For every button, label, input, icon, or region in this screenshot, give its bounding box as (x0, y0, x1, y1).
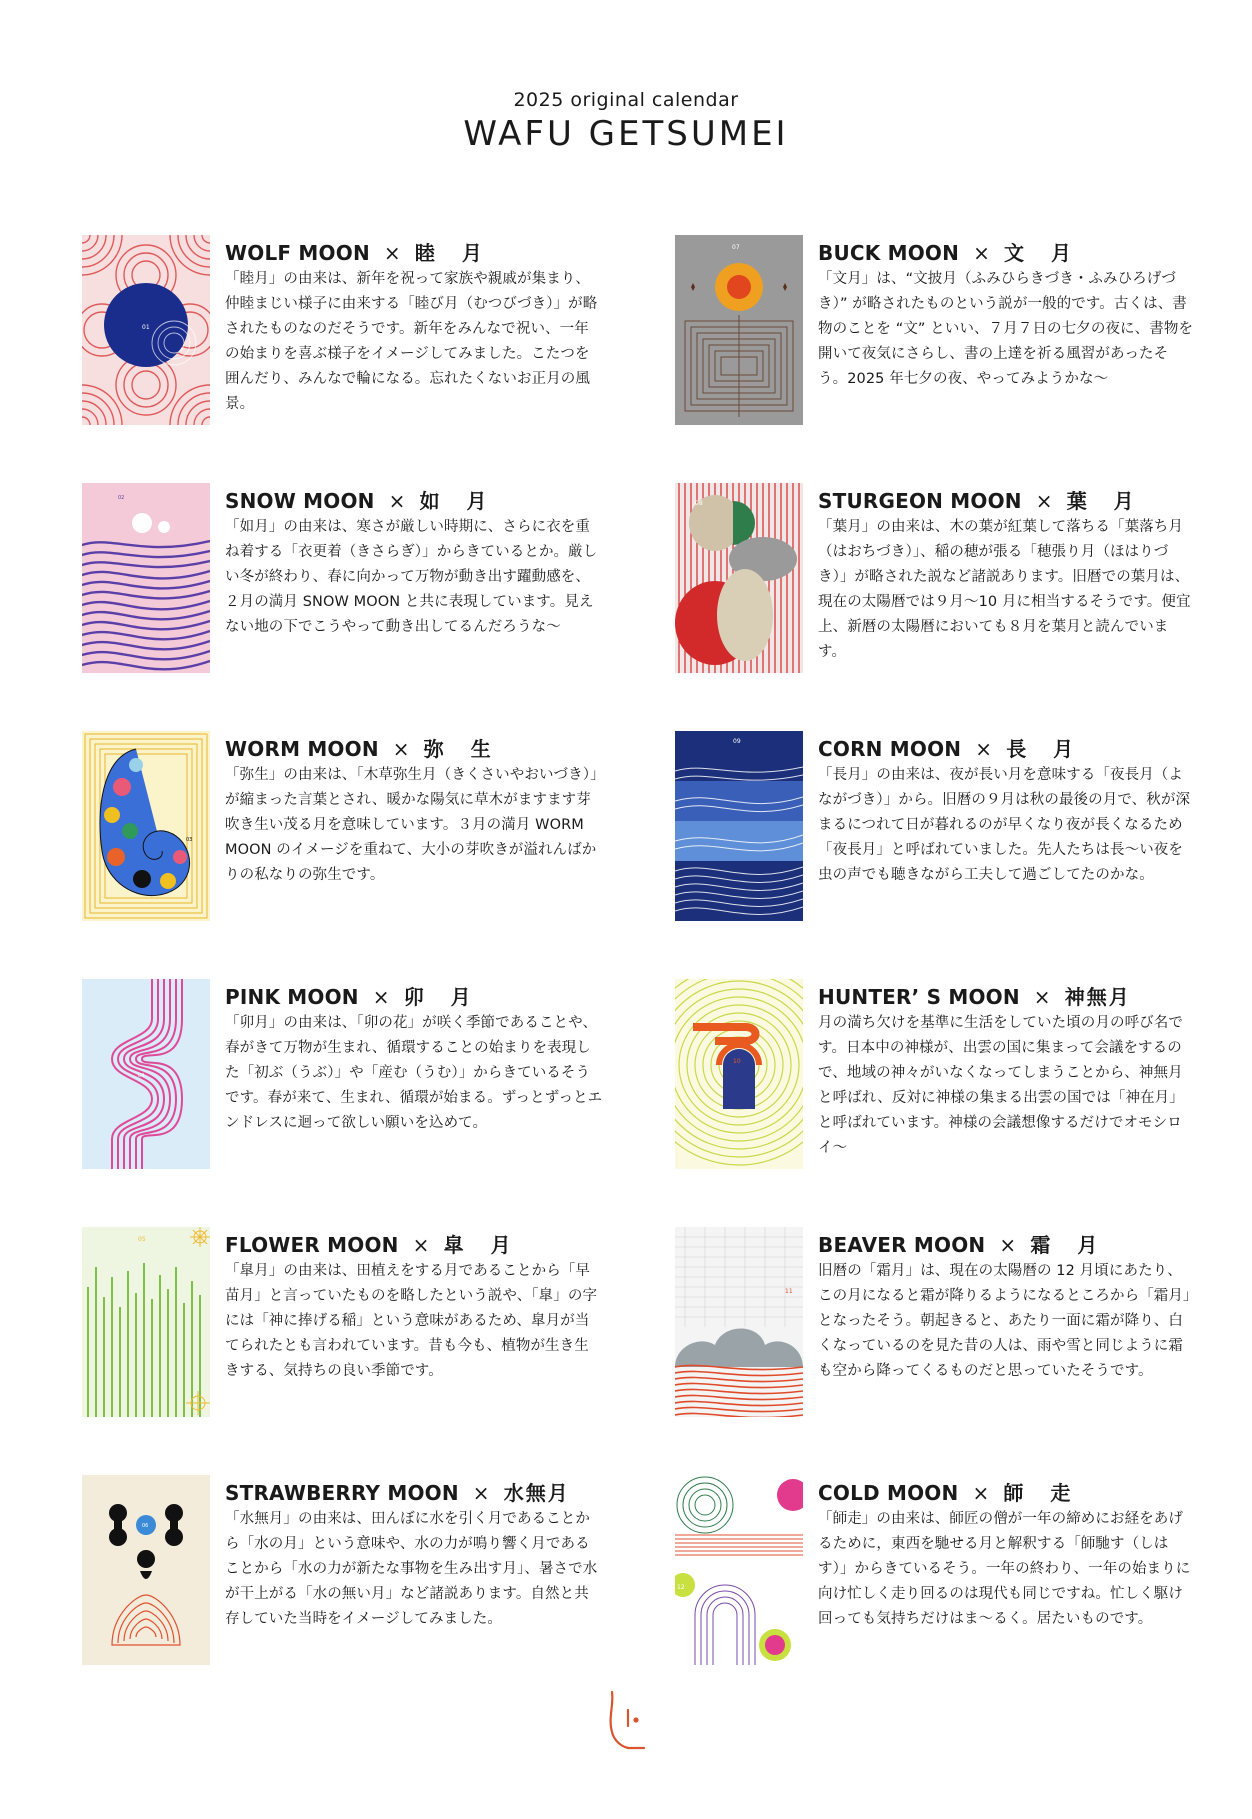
month-description: 「長月」の由来は、夜が長い月を意味する「夜長月（よながづき）」から。旧暦の９月は秋の最後の月で、秋が深まるにつれて日が暮れるのが早くなり夜が長くなるため「夜長月」と呼ばれていました。先人たちは長〜い夜を虫の声でも聴きながら工夫して過ごしてたのかな。 (818, 767, 1191, 883)
cross-sign: × (975, 737, 993, 761)
moon-name-en: FLOWER MOON (225, 1233, 399, 1257)
month-entry-cold-moon (675, 1475, 1195, 1675)
corn-moon-artwork (675, 731, 803, 921)
month-heading (818, 1477, 1080, 1506)
flower-moon-artwork (82, 1227, 210, 1417)
month-entry-snow-moon (82, 483, 602, 683)
month-entry-sturgeon-moon (675, 483, 1195, 683)
moon-name-en: WOLF MOON (225, 241, 370, 265)
sturgeon-moon-artwork (675, 483, 803, 673)
calendar-thumbnail (675, 979, 803, 1169)
brand-logo (598, 1688, 654, 1754)
cross-sign: × (472, 1481, 490, 1505)
snow-circle-small (158, 521, 170, 533)
month-heading (818, 733, 1083, 762)
dot-yellow-2 (160, 873, 176, 889)
month-heading (225, 733, 501, 762)
artwork-background (82, 1475, 210, 1665)
page-title: WAFU GETSUMEI (463, 114, 789, 154)
thumb-month-number: 01 (142, 324, 150, 331)
thumb-month-number: 06 (142, 1523, 149, 1529)
thumb-month-number: 10 (733, 1058, 741, 1065)
thumb-month-number: 12 (677, 1584, 685, 1591)
moon-name-en: PINK MOON (225, 985, 359, 1009)
month-description: 「睦月」の由来は、新年を祝って家族や親戚が集まり、仲睦まじい様子に由来する「睦び月（むつびづき）」が略されたものなのだそうです。新年をみんなで祝い、一年の始まりを喜ぶ様子をイメージしてみました。こたつを囲んだり、みんなで輪になる。忘れたくないお正月の風景。 (225, 271, 598, 412)
calendar-thumbnail (675, 483, 803, 673)
dot-orange (107, 848, 125, 866)
dot-green (122, 823, 138, 839)
month-entry-pink-moon (82, 979, 602, 1179)
month-description: 「如月」の由来は、寒さが厳しい時期に、さらに衣を重ね着する「衣更着（きさらぎ）」からきているとか。厳しい冬が終わり、春に向かって万物が動き出す躍動感を、２月の満月 SNOW MOON と共に表現しています。見えない地の下でこうやって動き出してるんだろうな〜 (225, 519, 598, 635)
moon-name-en: STRAWBERRY MOON (225, 1481, 459, 1505)
month-entry-hunters-moon (675, 979, 1195, 1179)
calendar-thumbnail (675, 235, 803, 425)
mid-band (675, 781, 803, 821)
month-entry-flower-moon (82, 1227, 602, 1427)
calendar-thumbnail (82, 979, 210, 1169)
brand-logo-mark (598, 1688, 654, 1754)
thumb-month-number: 11 (785, 1288, 793, 1295)
month-description: 「皐月」の由来は、田植えをする月であることから「早苗月」と言っていたものを略したという説や、「皐」の字には「神に捧げる稲」という意味があるため、皐月が当てられたとも言われています。昔も今も、植物が生き生きする、気持ちの良い季節です。 (225, 1263, 598, 1379)
calendar-thumbnail (82, 1227, 210, 1417)
month-heading (818, 981, 1131, 1010)
dot-lightblue (129, 758, 143, 772)
month-name-jp: 睦 月 (414, 241, 492, 265)
month-name-jp: 文 月 (1004, 241, 1082, 265)
month-entry-wolf-moon (82, 235, 602, 435)
month-name-jp: 弥 生 (423, 737, 501, 761)
beaver-moon-artwork (675, 1227, 803, 1417)
logo-strokes (611, 1692, 644, 1748)
cream-leaf (717, 569, 773, 661)
month-description: 「葉月」の由来は、木の葉が紅葉して落ちる「葉落ち月（はおちづき）」、稲の穂が張る「穂張り月（ほはりづき）」が略された説など諸説あります。旧暦での葉月は、現在の太陽暦では９月〜10 月に相当するそうです。便宜上、新暦の太陽暦においても８月を葉月と読んでいます。 (818, 519, 1191, 660)
cross-sign: × (392, 737, 410, 761)
month-description: 「卯月」の由来は、「卯の花」が咲く季節であることや、春がきて万物が生まれ、循環することの始まりを表現した「初ぶ（うぶ）」や「産む（うむ）」からきているそうです。春が来て、生まれ、循環が始まる。ずっとずっとエンドレスに迴って欲しい願いを込めて。 (225, 1015, 603, 1131)
pink-moon-artwork (82, 979, 210, 1169)
dot-pink (113, 778, 131, 796)
artwork-background (82, 1227, 210, 1417)
month-heading (225, 981, 481, 1010)
cross-sign: × (972, 1481, 990, 1505)
thumb-month-number: 07 (732, 244, 740, 251)
page-subtitle: 2025 original calendar (513, 89, 739, 111)
page-header (0, 88, 1252, 154)
month-name-jp: 長 月 (1006, 737, 1084, 761)
thumb-month-number: 04 (138, 1073, 145, 1079)
month-name-jp: 葉 月 (1066, 489, 1144, 513)
moon-name-en: WORM MOON (225, 737, 379, 761)
dot-black (133, 870, 151, 888)
moon-name-en: HUNTER’ S MOON (818, 985, 1020, 1009)
month-description: 「水無月」の由来は、田んぼに水を引く月であることから「水の月」という意味や、水の力が鳴り響く月であることから「水の力が新たな事物を生み出す月」、暑さで水が干上がる「水の無い月」など諸説あります。自然と共存していた当時をイメージしてみました。 (225, 1511, 598, 1627)
month-entry-worm-moon (82, 731, 602, 931)
month-heading (225, 485, 497, 514)
month-name-jp: 師 走 (1003, 1481, 1081, 1505)
thumb-month-number: 05 (138, 1236, 146, 1243)
moon-name-en: BEAVER MOON (818, 1233, 986, 1257)
month-name-jp: 皐 月 (443, 1233, 521, 1257)
cross-sign: × (388, 489, 406, 513)
flower-burst-top (190, 1227, 210, 1247)
moon-name-en: SNOW MOON (225, 489, 375, 513)
snow-moon-artwork (82, 483, 210, 673)
month-name-jp: 水無月 (503, 1481, 570, 1505)
calendar-thumbnail (82, 483, 210, 673)
cross-sign: × (999, 1233, 1017, 1257)
dot-pink-2 (173, 850, 187, 864)
month-heading (225, 237, 492, 266)
month-heading (818, 485, 1144, 514)
moon-name-en: BUCK MOON (818, 241, 960, 265)
month-name-jp: 卯 月 (403, 985, 481, 1009)
month-name-jp: 如 月 (419, 489, 497, 513)
month-entry-corn-moon (675, 731, 1195, 931)
month-name-jp: 霜 月 (1030, 1233, 1108, 1257)
month-description: 月の満ち欠けを基準に生活をしていた頃の月の呼び名です。日本中の神様が、出雲の国に集まって会議をするので、地域の神々がいなくなってしまうことから、神無月と呼ばれ、反対に神様の集まる出雲の国では「神在月」と呼ばれています。神様の会議想像するだけでオモシロイ〜 (818, 1015, 1184, 1156)
month-description: 「弥生」の由来は、「木草弥生月（きくさいやおいづき）」が縮まった言葉とされ、暖かな陽気に草木がますます芽吹き生い茂る月を意味しています。３月の満月 WORM MOON のイメージを重ねて、大小の芽吹きが溢れんばかりの私なりの弥生です。 (225, 767, 598, 883)
month-description: 旧暦の「霜月」は、現在の太陽暦の 12 月頃にあたり、この月になると霜が降りるようになるところから「霜月」となったそう。朝起きると、あたり一面に霜が降り、白くなっているのを見た昔の人は、雨や雪と同じように霜も空から降ってくるものだと思っていたそうです。 (818, 1263, 1191, 1379)
sun-core (727, 275, 751, 299)
cross-sign: × (1033, 985, 1051, 1009)
snow-circle (132, 513, 152, 533)
month-description: 「師走」の由来は、師匠の僧が一年の締めにお経をあげるために，東西を馳せる月と解釈する「師馳す（しはす）」からきているそう。一年の終わり、一年の始まりに向け忙しく走り回るのは現代も同じですね。忙しく駆け回っても気持ちだけはま〜るく。居たいものです。 (818, 1511, 1191, 1627)
cross-sign: × (383, 241, 401, 265)
calendar-thumbnail (675, 1227, 803, 1417)
worm-moon-artwork (82, 731, 210, 921)
thumb-month-number: 02 (118, 495, 125, 501)
thumb-month-number: 03 (186, 837, 193, 843)
moon-name-en: COLD MOON (818, 1481, 959, 1505)
cross-sign: × (973, 241, 991, 265)
magenta-circle-bottom (765, 1635, 785, 1655)
logo-dot (633, 1717, 638, 1722)
calendar-thumbnail (82, 235, 210, 425)
cold-moon-artwork (675, 1475, 803, 1665)
month-entry-strawberry-moon (82, 1475, 602, 1675)
month-heading (818, 1229, 1107, 1258)
moon-name-en: CORN MOON (818, 737, 962, 761)
calendar-thumbnail (82, 731, 210, 921)
wolf-moon-artwork (82, 235, 210, 425)
cross-sign: × (412, 1233, 430, 1257)
month-description: 「文月」は、“文披月（ふみひらきづき・ふみひろげづき）” が略されたものという説が一般的です。古くは、書物のことを “文” といい、７月７日の七夕の夜に、書物を開いて夜気にさらし、書の上達を祈る風習があったそう。2025 年七夕の夜、やってみようかな〜 (818, 271, 1194, 387)
cross-sign: × (372, 985, 390, 1009)
calendar-thumbnail (675, 731, 803, 921)
artwork-background (675, 1227, 803, 1417)
thumb-month-number: 09 (733, 738, 741, 745)
calendar-thumbnail (82, 1475, 210, 1665)
month-heading (225, 1477, 570, 1506)
dot-yellow (104, 807, 120, 823)
cross-sign: × (1035, 489, 1053, 513)
month-name-jp: 神無月 (1064, 985, 1131, 1009)
hunters-moon-artwork (675, 979, 803, 1169)
light-band (675, 821, 803, 861)
strawberry-moon-artwork (82, 1475, 210, 1665)
thumb-month-number: 08 (695, 500, 703, 507)
calendar-thumbnail (675, 1475, 803, 1665)
month-entry-beaver-moon (675, 1227, 1195, 1427)
moon-name-en: STURGEON MOON (818, 489, 1022, 513)
month-heading (225, 1229, 521, 1258)
month-heading (818, 237, 1081, 266)
buck-moon-artwork (675, 235, 803, 425)
month-entry-buck-moon (675, 235, 1195, 435)
